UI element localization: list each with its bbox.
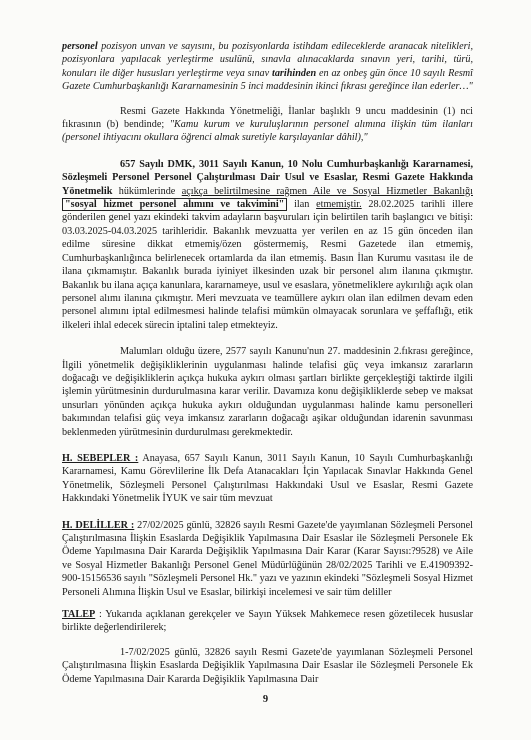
text-underlined: etmemiştir. — [316, 199, 362, 211]
text: hükümlerinde — [112, 185, 182, 197]
text-bold-italic: personel — [62, 41, 98, 52]
paragraph-request — [62, 608, 473, 635]
text-bold: 657 Sayılı DMK, 3011 Sayılı Kanun, 10 Nolu Cumhurbaşkanlığı Kararnamesi, Sözleşmeli Personel Personel Çalıştırılması Dair Usul ve Esaslar, Resmi Gazete Hakkında Yönetmelik — [62, 158, 473, 197]
text: Anayasa, 657 Sayılı Kanun, 3011 Sayılı Kanun, 10 Sayılı Cumhurbaşkanlığı Kararnamesi, Kamu Görevlilerine İlk Defa Atanacakları İçin Yapılacak Sınavlar Hakkında Genel Yönetmelik, Sözleşmeli Personel Çalıştırılması Hakkındaki Usul ve Esaslar, Resmi Gazete Hakkındaki Yönetmelik İYUK ve sair tüm mevzuat — [62, 452, 473, 505]
heading-evidence: H. DELİLLER : — [62, 519, 135, 531]
paragraph-announcement-rule — [62, 40, 473, 94]
text-italic: "Kamu kurum ve kuruluşlarının personel alımına ilişkin tüm ilanları (personel ihtiyacını okullara öğrenci almak suretiyle karşılayanlar dâhil)," — [62, 119, 473, 144]
text: 27/02/2025 günlü, 32826 sayılı Resmi Gazete'de yayımlanan Sözleşmeli Personel Çalıştırılmasına İlişkin Esaslarda Değişiklik Yapılmasına Dair Esaslar ile Sözleşmeli Personele Ek Ödeme Yapılmasına Dair Kararda Değişiklik Yapılmasına Dair Karar (Karar Sayısı:?9528) ve Aile ve Sosyal Hizmetler Bakanlığı Personel Genel Müdürlüğünün 28/02/2025 Tarihli ve E.41909392-900-15156536 sayılı "Sözleşmeli Personel Hk." yazı ve yazının ekindeki "Sözleşmeli Sosyal Hizmet Personeli Alımına İlişkin Usul ve Esaslar, bilirkişi incelemesi ve sair tüm deliller — [62, 519, 473, 598]
text-italic: en az onbeş gün önce 10 sayılı Resmî Gazete Cumhurbaşkanlığı Kararnamesinin 5 inci maddesinin ikinci fıkrası gereğince ilan ederler…" — [62, 67, 473, 93]
paragraph-evidence — [62, 519, 473, 599]
paragraph-main-argument — [62, 158, 473, 332]
text: 28.02.2025 tarihli illere gönderilen genel yazı ekindeki takvim adayların başvuruları için belirtilen tarih başlangıcı ve bitişi: 03.03.2025-04.03.2025 tarihleridir. Bakanlık mevzuatta yer verilen en az 15 gün önceden ilan edilme süresine dikkat etmemiş/özen göstermemiş, Resmi Gazetede ilan etmemiş, Cumhurbaşkanlığınca belirlenecek ortamlarda da ilan etmemiş. Basın İlan Kurumu vasıtası ile de ilana çıkmamıştır. Bakanlık burada iyiniyet ilkesinden uzak bir personel alım ilanına çıkmıştır. Bakanlık bu ilana açıça kanunlara, kararnameye, usul ve esaslara, yönetmeliklere aykırılığı açık olan personel alımı ilanına çıkmıştır. Meri mevzuata ve teamüllere aykırı olan ilan edilmen devam eden personel alımını iptal edilmesmesi halinde telafisi mümkün olmayacak sorunlara ve şeffaflığı, etik ilkeleri ihlal edecek sürecin iptalini talep etmekteyiz. — [62, 199, 473, 331]
paragraph-request-item-1: 1-7/02/2025 günlü, 32826 sayılı Resmi Gazete'de yayımlanan Sözleşmeli Personel Çalıştırılmasına İlişkin Esaslarda Değişiklik Yapılmasına Dair Esaslar ile Sözleşmeli Personele Ek Ödeme Yapılmasına Dair Kararda Değişiklik Yapılmasına Dair — [62, 646, 473, 685]
text-underlined: açıkça belirtilmesine rağmen Aile ve Sosyal Hizmetler Bakanlığı — [181, 185, 473, 197]
paragraph-stay-of-execution: Malumları olduğu üzere, 2577 sayılı Kanunu'nun 27. maddesinin 2.fıkrası gereğince, İlgili yönetmelik değişikliklerinin uygulanması halinde telafisi güç veya imkansız zararların doğacağı ve değişikliklerin açıkça hukuka aykırı olması şartları birlikte gerçekleştiği taktirde ilgili işlemin yürütmesinin durdurulmasına karar verilir. Davamıza konu değişikliklerde sebep ve maksat unsurları yönünden açıkça hukuka aykırı olduğundan uygulanması halinde kamu personelleri bakımından telafisi güç veya imkansız zararların doğacağı aşikar olduğundan idarenin savunması beklenmeden yürütmesinin durdurulması gerekmektedir. — [62, 346, 473, 438]
heading-request: TALEP — [62, 609, 96, 621]
text: : Yukarıda açıklanan gerekçeler ve Sayın Yüksek Mahkemece resen gözetilecek hususlar birlikte değerlendirilerek; — [62, 609, 473, 634]
heading-reasons: H. SEBEPLER : — [62, 452, 139, 464]
text: Resmi Gazete Hakkında Yönetmeliği, İlanlar başlıklı 9 uncu maddesinin (1) nci fıkrasının (b) bendinde; — [62, 105, 473, 131]
text: ilan — [287, 199, 317, 211]
page-number: 9 — [262, 694, 269, 705]
text-boxed-bold: "sosyal hizmet personel alımını ve takvimini" — [62, 198, 287, 211]
text-italic: pozisyon unvan ve sayısını, bu pozisyonlarda istihdam edileceklerde aranacak nitelikleri, pozisyonlara yapılacak yerleştirme usulünü, sınavla alınacaklarda sınavın yeri, tarihi, türü, konuları ile diğer hususları yerleştirme veya sınav — [62, 41, 473, 79]
paragraph-reasons — [62, 452, 473, 506]
text-bold-italic: tarihinden — [272, 67, 317, 79]
paragraph-official-gazette-regulation — [62, 105, 473, 145]
